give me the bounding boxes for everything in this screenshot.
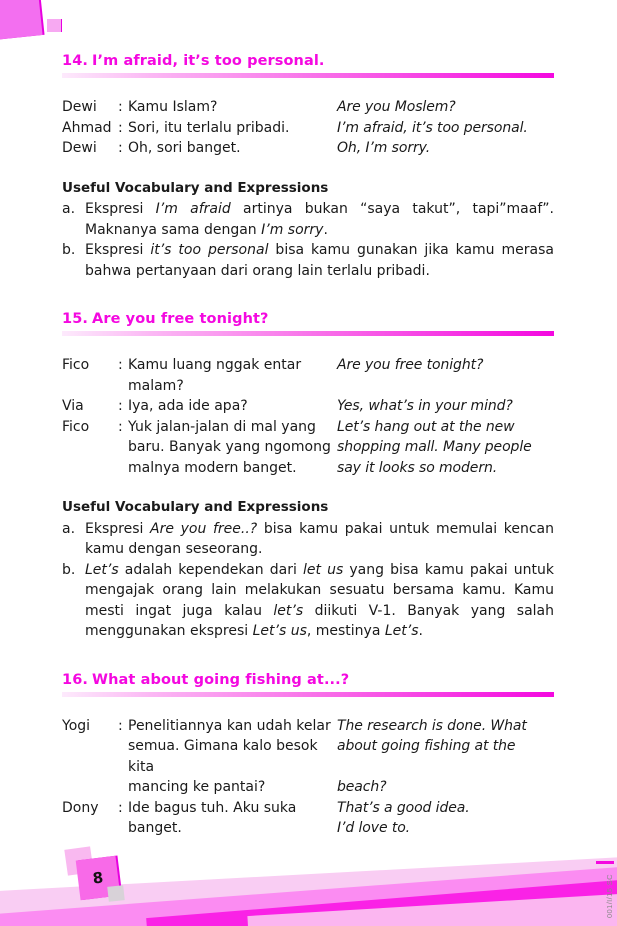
dialogue-line [62,355,554,396]
vocabulary-item-text: Ekspresi I’m afraid artinya bukan “saya takut”, tapi”maaf”. Maknanya sama dengan I’m sorry. [85,201,554,238]
dialogue-line [62,97,554,118]
dialogue [62,97,554,159]
section-number: 16. [62,671,88,688]
corner-decoration [0,0,70,50]
page-content [62,50,554,839]
vocabulary-block [62,178,554,282]
dialogue-colon: : [118,799,123,816]
section-heading [62,311,269,330]
vocabulary-title: Useful Vocabulary and Expressions [62,179,329,196]
dialogue-source-text: Iya, ada ide apa? [128,398,248,414]
dialogue-colon: : [118,99,123,115]
page-footer [0,846,617,926]
dialogue-speaker: Dewi [62,140,97,156]
dialogue-colon: : [118,717,123,734]
section-title: I’m afraid, it’s too personal. [92,53,325,69]
dialogue-line [62,118,554,139]
dialogue-source-text: Sori, itu terlalu pribadi. [128,119,290,136]
dialogue-source-column [62,437,337,458]
dialogue-speaker: Fico [62,357,90,373]
dialogue-source-column [62,97,337,118]
section-title: What about going fishing at...? [92,671,350,688]
dialogue-source-text: Kamu Islam? [128,99,218,115]
vocabulary-block [62,497,554,642]
section-spacer [62,642,554,669]
dialogue [62,716,554,839]
vocabulary-item-text: Ekspresi Are you free..? bisa kamu pakai untuk memulai kencan kamu dengan seseorang. [85,520,554,557]
section-spacer [62,281,554,308]
section-heading [62,53,325,72]
dialogue-line [62,417,554,438]
dialogue-speaker: Via [62,398,84,414]
dialogue-line [62,798,554,819]
vocabulary-item-marker: a. [62,520,76,537]
dialogue-translation-text: say it looks so modern. [337,459,498,476]
dialogue-translation-text: Are you free tonight? [337,357,484,373]
dialogue-line [62,777,554,798]
section [62,669,554,839]
vocabulary-item-text: Let’s adalah kependekan dari let us yang bisa kamu pakai untuk mengajak orang lain melakukan sesuatu bersama kamu. Kamu mesti ingat juga kalau let’s diikuti V-1. Banyak yang salah menggunakan ekspresi Let’s us, mestinya Let’s. [85,561,554,639]
dialogue-source-column [62,355,337,396]
dialogue-translation-text: about going fishing at the [337,738,516,754]
document-side-code: 001/I/15 SC [605,873,614,918]
vocabulary-item-marker: a. [62,201,76,217]
dialogue-source-column [62,417,337,438]
dialogue-source-column [62,138,337,159]
vocabulary-item [62,199,554,240]
section [62,50,554,281]
dialogue-colon: : [118,398,123,414]
page-number-text: 8 [91,868,105,888]
dialogue-source-column [62,818,337,839]
dialogue-source-column [62,716,337,737]
dialogue-translation-text: I’d love to. [337,820,411,836]
vocabulary-item [62,519,554,560]
section-number: 14. [62,53,88,69]
dialogue-translation-text: Are you Moslem? [337,99,456,115]
dialogue-line [62,716,554,737]
dialogue-source-text: baru. Banyak yang ngomong [128,439,331,455]
dialogue-source-text: semua. Gimana kalo besok kita [128,738,318,775]
corner-quad-shape [0,0,43,41]
dialogue-source-column [62,777,337,798]
dialogue-colon: : [118,140,123,156]
dialogue-translation-text: I’m afraid, it’s too personal. [337,119,528,136]
dialogue-speaker: Fico [62,418,90,435]
dialogue-line [62,138,554,159]
dialogue-colon: : [118,119,123,136]
dialogue-translation-text: Yes, what’s in your mind? [337,398,513,414]
section-number: 15. [62,311,88,327]
vocabulary-item-text: Ekspresi it’s too personal bisa kamu gunakan jika kamu merasa bahwa pertanyaan dari orang lain terlalu pribadi. [85,242,554,279]
dialogue-speaker: Yogi [62,717,91,734]
section-title: Are you free tonight? [92,311,269,327]
dialogue-source-column [62,798,337,819]
section-heading [62,672,349,691]
dialogue-line [62,396,554,417]
section-rule [62,692,554,697]
dialogue-line [62,437,554,458]
vocabulary-item-marker: b. [62,561,76,578]
dialogue-translation-text: Let’s hang out at the new [337,418,515,435]
dialogue-speaker: Dewi [62,99,97,115]
dialogue-source-text: banget. [128,820,182,836]
dialogue-source-text: Penelitiannya kan udah kelar [128,717,331,734]
vocabulary-item [62,560,554,642]
dialogue-line [62,458,554,479]
dialogue-colon: : [118,418,123,435]
dialogue-source-text: malnya modern banget. [128,459,297,476]
dialogue-translation-text: That’s a good idea. [337,799,470,816]
dialogue-source-column [62,396,337,417]
dialogue-colon: : [118,357,123,373]
section-rule [62,331,554,336]
dialogue-source-column [62,458,337,479]
dialogue-source-text: mancing ke pantai? [128,779,266,795]
dialogue-translation-text: shopping mall. Many people [337,439,532,455]
dialogue-translation-text: The research is done. What [337,717,527,734]
vocabulary-item-marker: b. [62,242,76,258]
dialogue-source-text: Ide bagus tuh. Aku suka [128,799,297,816]
dialogue-source-text: Oh, sori banget. [128,140,241,156]
dialogue-line [62,736,554,777]
dialogue-line [62,818,554,839]
dialogue-source-column [62,118,337,139]
section [62,308,554,642]
page-number-badge [78,858,124,904]
dialogue-source-column [62,736,337,777]
dialogue [62,355,554,478]
dialogue-translation-text: Oh, I’m sorry. [337,140,431,156]
dialogue-source-text: Yuk jalan-jalan di mal yang [128,418,316,435]
corner-small-square [47,19,61,32]
dialogue-translation-text: beach? [337,779,387,795]
dialogue-source-text: Kamu luang nggak entar malam? [128,357,302,394]
vocabulary-item [62,240,554,281]
dialogue-speaker: Dony [62,799,99,816]
vocabulary-title: Useful Vocabulary and Expressions [62,499,329,515]
margin-tick-mark [596,861,614,864]
dialogue-speaker: Ahmad [62,119,112,136]
section-rule [62,73,554,78]
